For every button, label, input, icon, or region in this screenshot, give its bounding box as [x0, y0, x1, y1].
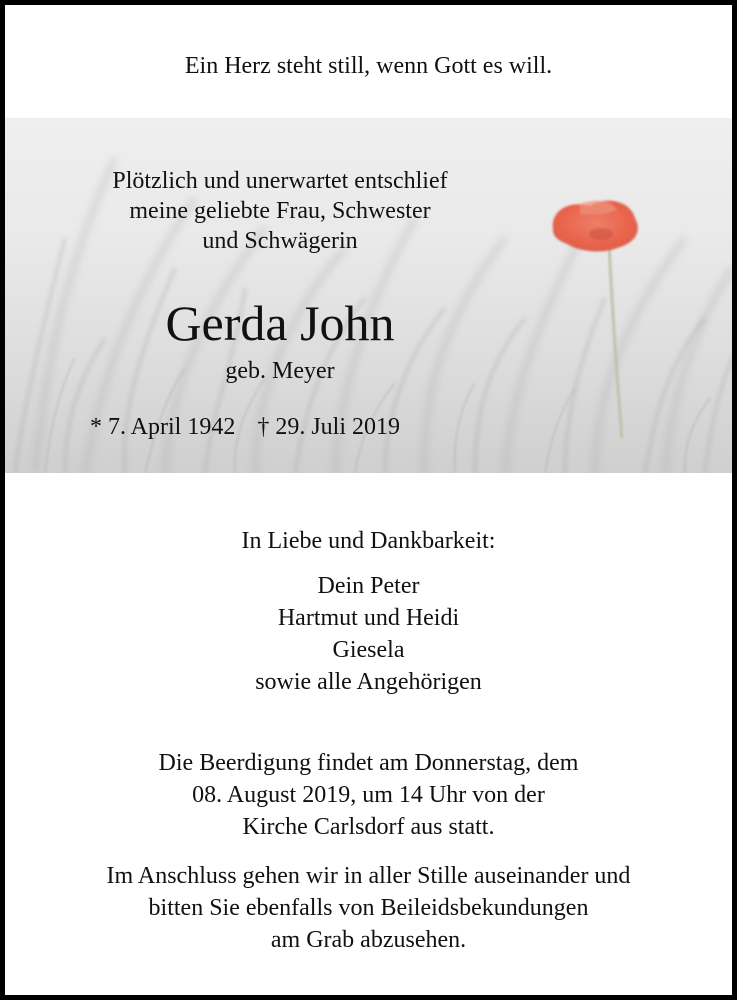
intro-text — [45, 166, 515, 256]
deceased-name: Gerda John — [165, 295, 395, 351]
header-photo — [5, 118, 732, 473]
family-member: Hartmut und Heidi — [277, 605, 460, 631]
birth-date: * 7. April 1942 — [90, 414, 236, 440]
motto: Ein Herz steht still, wenn Gott es will. — [184, 53, 553, 79]
family-member: sowie alle Angehörigen — [255, 669, 482, 695]
thanks-line: In Liebe und Dankbarkeit: — [241, 528, 496, 554]
death-date: † 29. Juli 2019 — [257, 414, 401, 440]
intro-line: Plötzlich und unerwartet entschlief — [112, 168, 448, 194]
birth-name: geb. Meyer — [225, 358, 335, 384]
closing-notice — [5, 860, 732, 956]
funeral-line: Die Beerdigung findet am Donnerstag, dem — [158, 750, 579, 776]
family-member: Giesela — [332, 637, 405, 663]
funeral-notice — [5, 747, 732, 843]
family-member: Dein Peter — [317, 573, 420, 599]
closing-line: bitten Sie ebenfalls von Beileidsbekundungen — [148, 895, 589, 921]
intro-line: und Schwägerin — [202, 228, 358, 254]
funeral-line: Kirche Carlsdorf aus statt. — [242, 814, 495, 840]
funeral-line: 08. August 2019, um 14 Uhr von der — [192, 782, 545, 808]
closing-line: Im Anschluss gehen wir in aller Stille auseinander und — [106, 863, 631, 889]
family-list — [5, 570, 732, 698]
intro-line: meine geliebte Frau, Schwester — [129, 198, 431, 224]
life-dates — [90, 412, 400, 442]
closing-line: am Grab abzusehen. — [270, 927, 467, 953]
